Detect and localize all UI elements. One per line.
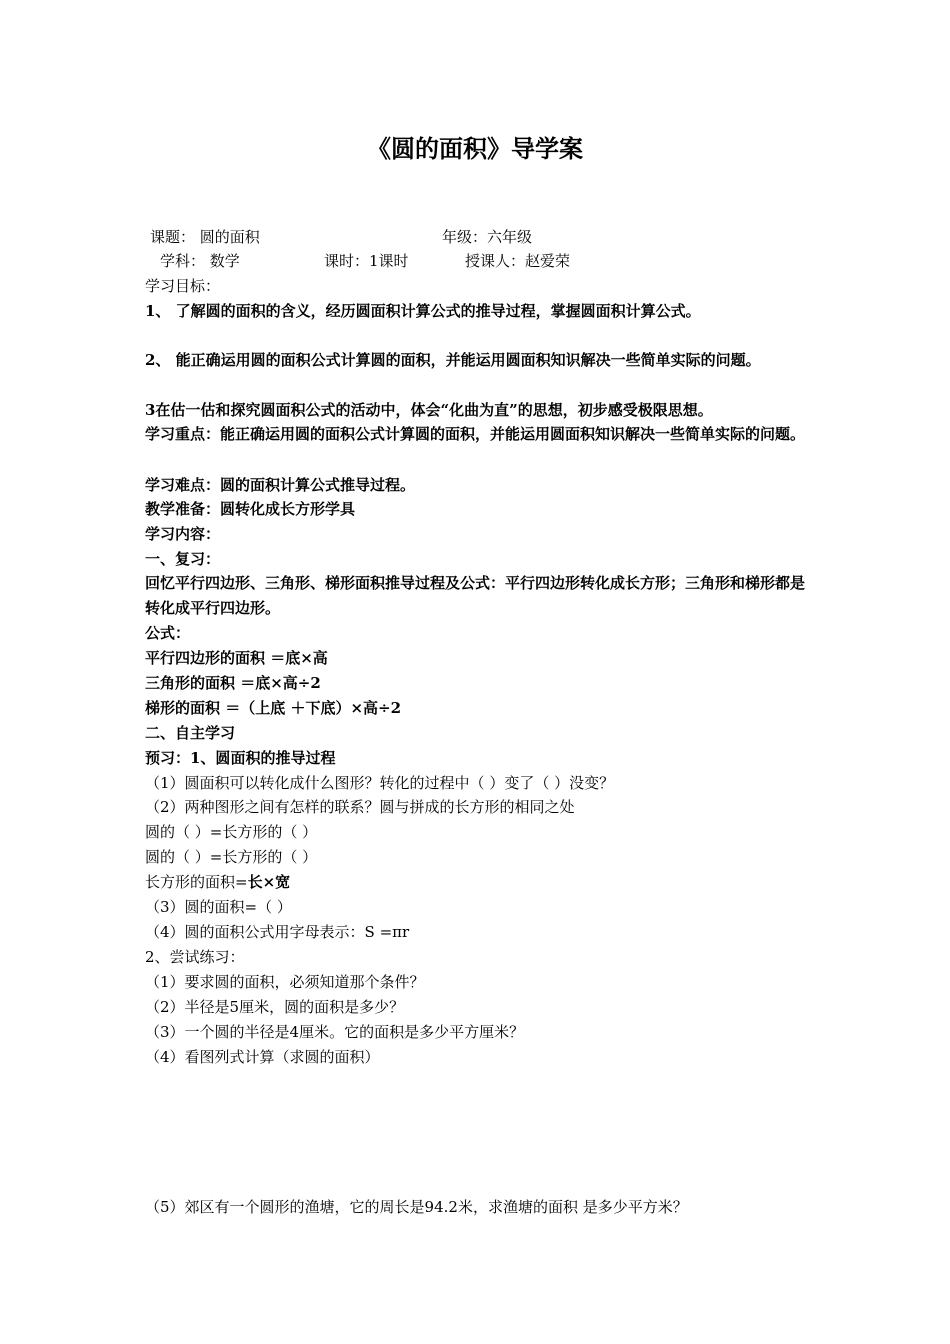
goal-item: 3在估一估和探究圆面积公式的活动中，体会“化曲为直”的思想，初步感受极限思想。	[145, 401, 713, 419]
study-item: （4）圆的面积公式用字母表示：S =πr	[145, 923, 410, 941]
formula-item: 梯形的面积 ＝（上底 ＋下底）×高÷2	[145, 699, 402, 717]
study-item: （2）两种图形之间有怎样的联系？圆与拼成的长方形的相同之处	[145, 798, 575, 816]
practice-item: （3）一个圆的半径是4厘米。它的面积是多少平方厘米？	[145, 1023, 525, 1041]
preview-heading: 预习：1、圆面积的推导过程	[145, 749, 336, 767]
goal-item: 2、 能正确运用圆的面积公式计算圆的面积，并能运用圆面积知识解决一些简单实际的问题。	[145, 351, 761, 369]
study-item: （3）圆的面积=（ ）	[145, 898, 292, 916]
rect-area-formula	[145, 872, 290, 892]
review-heading: 一、复习：	[145, 550, 221, 568]
key-point: 学习重点：能正确运用圆的面积公式计算圆的面积，并能运用圆面积知识解决一些简单实际的问题。	[145, 425, 806, 443]
content-heading: 学习内容：	[145, 525, 221, 543]
formula-label: 公式：	[145, 624, 191, 642]
practice-item: （2）半径是5厘米，圆的面积是多少？	[145, 998, 405, 1016]
info-hours: 课时：1课时	[324, 252, 409, 270]
formula-item: 平行四边形的面积 ＝底×高	[145, 649, 328, 667]
preparation: 教学准备：圆转化成长方形学具	[145, 500, 356, 518]
practice-heading: 2、尝试练习：	[145, 948, 245, 966]
info-teacher: 授课人：赵爱荣	[465, 252, 571, 270]
formula-item: 三角形的面积 ＝底×高÷2	[145, 674, 321, 692]
study-item: 圆的（ ）=长方形的（ ）	[145, 848, 318, 866]
info-grade: 年级：六年级	[442, 228, 533, 246]
rect-area-bold: 长×宽	[247, 873, 291, 891]
goal-item: 1、 了解圆的面积的含义，经历圆面积计算公式的推导过程，掌握圆面积计算公式。	[145, 302, 701, 320]
practice-item: （4）看图列式计算（求圆的面积）	[145, 1048, 380, 1066]
practice-item: （5）郊区有一个圆形的渔塘，它的周长是94.2米，求渔塘的面积 是多少平方米？	[145, 1198, 688, 1216]
practice-item: （1）要求圆的面积，必须知道那个条件？	[145, 973, 425, 991]
self-study-heading: 二、自主学习	[145, 724, 236, 742]
study-item: （1）圆面积可以转化成什么图形？转化的过程中（ ）变了（ ）没变？	[145, 774, 615, 792]
difficulty: 学习难点：圆的面积计算公式推导过程。	[145, 476, 416, 494]
review-text: 回忆平行四边形、三角形、梯形面积推导过程及公式：平行四边形转化成长方形；三角形和梯形都是转化成平行四边形。	[145, 574, 806, 617]
info-subject: 学科： 数学	[160, 252, 240, 270]
page-title: 《圆的面积》导学案	[367, 135, 583, 163]
rect-area-prefix: 长方形的面积=	[145, 873, 248, 891]
study-item: 圆的（ ）=长方形的（ ）	[145, 823, 318, 841]
goals-heading: 学习目标：	[145, 277, 221, 295]
info-topic: 课题： 圆的面积	[150, 228, 260, 246]
